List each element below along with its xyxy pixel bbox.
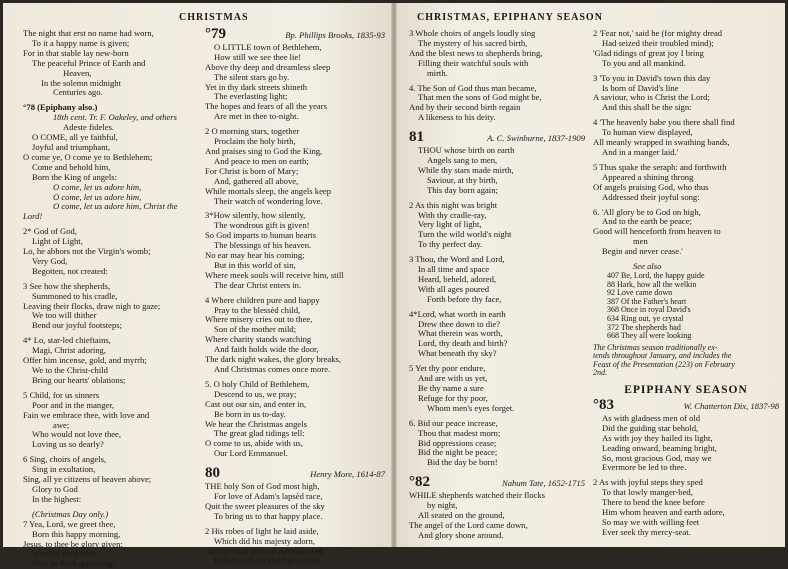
hymn-line: 'Glad tidings of great joy I bring [593,47,704,58]
hymn-line: Forth before thy face, [427,293,502,304]
hymn-line: 2 His robes of light he laid aside, [205,525,319,536]
hymn-line: 4*Lord, what worth in earth [409,308,506,319]
hymn-line: men [633,236,648,247]
hymn-line: And faith holds wide the door, [214,344,319,355]
hymn-line: O come, let us adore him, [53,181,142,192]
hymn-line: 3 Whole choirs of angels loudly sing [409,28,536,38]
hymn-heading [593,396,779,413]
hymn-line: Bid the day be born! [427,457,498,468]
hymn-line: Turn the wild world's night [418,229,512,240]
hymn-line: Which did his majesty adorn, [214,535,315,546]
hymn-line: Very God, [32,255,68,266]
hymn-line: O COME, all ye faithful, [32,132,118,143]
hymn-line: awe; [53,419,70,430]
hymn-line: With all ages poured [418,283,490,294]
hymn-line: Drew thee down to die? [418,318,501,329]
hymn-line: Light of Light, [32,236,83,247]
hymn-line: The dear Christ enters in. [214,279,302,290]
hymn-line: In the highest: [32,493,82,504]
hymn-number: °82 [409,474,430,491]
hymn-line: O come, let us adore him, [53,191,142,202]
hymn-author: W. Chatterton Dix, 1837-98 [683,400,779,411]
hymn-line: To bring us to that happy place. [214,510,323,521]
stanza-gap [205,459,385,468]
hymn-line: And in a manger laid.' [602,146,679,157]
hymn-line: Centuries ago. [53,87,103,98]
hymn-author: Nahum Tate, 1652-1715 [502,478,585,489]
hymn-line: Fain we embrace thee, with love and [23,409,150,420]
stanza-gap [409,123,585,132]
hymn-line: Born the King of angels: [32,171,117,182]
hymn-line: Quit the sweet pleasures of the sky [205,500,325,511]
epiphany-season-title: EPIPHANY SEASON [624,384,748,397]
hymn-line: A saviour, who is Christ the Lord; [593,92,710,103]
hymn-line: We too will thither [32,310,97,321]
hymn-line: °78 (Epiphany also.) [23,102,98,113]
hymn-line: Refuge for thy poor, [418,392,488,403]
hymn-line: Whom men's eyes forget. [427,402,515,413]
hymn-line: WHILE shepherds watched their flocks [409,490,546,501]
hymn-line: And the blest news to shepherds bring, [409,47,543,58]
hymn-line: To human view displayed, [602,127,693,138]
hymn-number: 80 [205,465,220,482]
hymn-line: 5 Yet thy poor endure, [409,363,486,374]
hymn-line: Above thy deep and dreamless sleep [205,61,331,72]
hymn-line: 3*How silently, how silently, [205,210,306,221]
hymn-line: And to the earth be peace; [602,216,692,227]
hymn-line: Adeste fideles. [63,122,115,133]
hymn-line: 4* Lo, star-led chieftains, [23,335,111,346]
hymn-line: In all time and space [418,264,490,275]
hymn-line: 3 See how the shepherds, [23,280,111,291]
hymn-line: As with gladness men of old [602,412,701,423]
hymn-line: Heaven, [63,67,92,78]
hymn-line: THE holy Son of God most high, [205,481,320,492]
hymn-line: Lord, thy death and birth? [418,338,508,349]
hymn-line: The silent stars go by. [214,71,290,82]
hymn-line: How still we see thee lie! [214,51,302,62]
hymn-line: Ever seek thy mercy-seat. [602,526,691,537]
hymn-line: 6. Bid our peace increase, [409,417,498,428]
hymn-line: The wondrous gift is given! [214,220,310,231]
hymn-number: °79 [205,26,226,42]
hymn-line: Evermore be led to thee. [602,462,687,473]
hymn-line: Sing, all ye citizens of heaven above; [23,474,152,485]
hymn-heading [205,465,385,482]
season-note-line: Feast of the Presentation (223) on February [593,359,735,369]
hymn-line: 6 Sing, choirs of angels, [23,454,107,465]
hymn-line: Bring our hearts' oblations; [32,374,126,385]
hymn-line: Word of the Father [32,548,97,559]
hymn-line: 2 As with joyful steps they sped [593,477,703,488]
hymn-line: Leading onward, beaming bright, [602,442,717,453]
hymn-line: For love of Adam's lapsèd race, [214,490,323,501]
hymn-line: Son of the mother mild; [214,324,297,335]
hymn-line: Leaving their flocks, draw nigh to gaze; [23,300,161,311]
hymn-line: Be born in us to-day. [214,408,286,419]
stanza-gap [409,468,585,477]
hymn-line: The angel of the Lord came down, [409,519,528,530]
hymn-line: The hopes and fears of all the years [205,101,327,112]
hymn-line: Proclaim the holy birth, [214,136,296,147]
hymn-line: 4 'The heavenly babe you there shall find [593,117,735,128]
hymn-line: To that lowly manger-bed, [602,487,693,498]
hymn-line: Who would not love thee, [32,429,122,440]
hymn-line: Begin and never cease.' [602,246,683,257]
hymnal-spread [3,3,785,569]
hymn-line: Saviour, at thy birth, [427,174,498,185]
season-note-line: tends throughout January, and includes the [593,351,732,361]
hymn-line: Cast out our sin, and enter in, [205,398,307,409]
see-also-item: 634 Ring out, ye crystal [607,313,684,323]
hymn-line: The mystery of his sacred birth, [418,37,528,48]
hymn-line: The night that erst no name had worn, [23,28,154,38]
hymn-line: For Christ is born of Mary; [205,165,299,176]
hymn-line: That men the sons of God might be, [418,92,542,103]
hymn-line: 2 O morning stars, together [205,126,300,137]
hymn-line: While thy stars made mirth, [418,164,514,175]
hymn-line: In the solemn midnight [41,77,121,88]
hymn-line: And glory shone around. [418,529,504,540]
hymn-line: Bend our joyful footsteps; [32,320,122,331]
season-note-line: 2nd. [593,368,607,378]
hymn-line: Now in flesh appearing; [32,558,115,569]
hymn-line: Thou that madest morn; [418,427,501,438]
hymn-line: Joyful and triumphant, [32,141,111,152]
see-also-item: 88 Hark, how all the welkin [607,279,697,289]
right-column-1 [409,29,585,541]
hymn-line: Yet in thy dark streets shineth [205,81,308,92]
hymn-line: So God imparts to human hearts [205,230,316,241]
see-also-item: 387 Of the Father's heart [607,296,687,306]
right-page [397,3,785,547]
right-running-header: CHRISTMAS, EPIPHANY SEASON [417,12,603,23]
hymn-line: 2 'Fear not,' said he (for mighty dread [593,28,723,38]
hymn-line: Their watch of wondering love. [214,195,323,206]
hymn-line: 2 As this night was bright [409,199,498,210]
hymn-line: Of angels praising God, who thus [593,181,709,192]
hymn-line: The peaceful Prince of Earth and [32,57,146,68]
hymn-line: See also [633,261,662,272]
hymn-line: Be thy name a sure [418,383,484,393]
hymn-line: Addressed their joyful song: [602,191,700,202]
see-also-item: 92 Love came down [607,288,673,298]
hymn-line: mirth. [427,67,448,78]
hymn-line: The everlasting light; [214,91,288,102]
hymn-line: 3 'To you in David's town this day [593,72,711,83]
hymn-line: Good will henceforth from heaven to [593,226,721,237]
hymn-line: While mortals sleep, the angels keep [205,185,331,196]
hymn-line: 6. 'All glory be to God on high, [593,206,701,217]
hymn-line: And, gathered all above, [214,175,299,186]
hymn-line: Very light of light, [418,219,482,230]
hymn-line: And the frail state of mortals tried, [205,545,325,556]
hymn-line: (Christmas Day only.) [32,508,109,519]
hymn-line: Bid oppressions cease; [418,437,497,448]
hymn-line: Come and behold him, [32,161,111,172]
hymn-heading [409,474,585,491]
hymn-line: What therein was worth, [418,328,503,339]
hymn-line: For in that stable lay new-born [23,47,129,58]
hymn-line: Where misery cries out to thee, [205,314,313,325]
hymn-line: The blessings of his heaven. [214,240,312,251]
hymn-line: by night, [427,500,458,511]
hymn-line: 5 Child, for us sinners [23,389,100,400]
hymn-line: Descend to us, we pray; [214,388,297,399]
hymn-line: Begotten, not created: [32,265,108,276]
hymn-line: In human flesh and figure born. [214,555,323,566]
hymn-heading [409,129,585,146]
hymn-line: Had seized their troubled mind); [602,37,714,48]
hymn-line: We to the Christ-child [32,365,108,375]
season-note-line: The Christmas season traditionally ex- [593,342,718,352]
hymn-line: As with joy they hailed its light, [602,432,713,443]
hymn-line: To thy perfect day. [418,239,483,250]
hymn-line: No ear may hear his coming; [205,250,305,261]
hymn-line: Appeared a shining throng [602,171,694,182]
hymn-line: 3 Thou, the Word and Lord, [409,254,505,265]
hymn-line: Loving us so dearly? [32,439,104,450]
hymn-line: To you and all mankind. [602,57,686,68]
hymn-line: Where meek souls will receive him, still [205,269,344,280]
hymn-line: Lo, he abhors not the Virgin's womb; [23,246,151,257]
hymn-line: O come to us, abide with us, [205,438,303,449]
hymn-line: Him whom heaven and earth adore, [602,507,725,518]
hymn-line: 18th cent. Tr. F. Oakeley, and others [53,112,177,123]
left-page [3,3,391,569]
hymn-line: We hear the Christmas angels [205,418,307,429]
hymn-line: And by their second birth regain [409,102,521,113]
hymn-line: Is born of David's line [602,82,679,93]
hymn-line: 2* God of God, [23,226,77,237]
hymn-line: There to bend the knee before [602,497,705,508]
hymn-line: Offer him incense, gold, and myrrh; [23,355,147,366]
hymn-line: Our Lord Emmanuel. [214,448,288,459]
hymn-line: Summoned to his cradle, [32,290,118,301]
hymn-line: The great glad tidings tell: [214,428,305,439]
hymn-line: Did the guiding star behold, [602,422,699,433]
hymn-line: And Christmas comes once more. [214,364,331,374]
hymn-line: Pray to the blessèd child, [214,304,301,315]
hymn-line: Angels sang to men, [427,154,498,165]
hymn-number: °83 [593,396,614,413]
hymn-number: 81 [409,129,424,146]
hymn-line: Heard, beheld, adored, [418,273,497,284]
hymn-line: All seated on the ground, [418,509,505,520]
hymn-line: All meanly wrapped in swathing bands, [593,137,730,148]
hymn-line: 4 Where children pure and happy [205,294,320,305]
hymn-line: And peace to men on earth; [214,155,309,166]
hymn-line: And this shall be the sign: [602,102,692,113]
see-also-item: 407 Be, Lord, the happy guide [607,270,705,280]
hymn-line: To it a happy name is given; [32,37,130,48]
hymn-line: Jesus, to thee be glory given; [23,538,123,549]
hymn-line: 5 Thus spake the seraph: and forthwith [593,161,727,172]
hymn-line: Poor and in the manger, [32,399,114,410]
hymn-line: Where charity stands watching [205,334,312,345]
hymn-line: O come ye, O come ye to Bethlehem; [23,151,153,162]
hymn-line: O LITTLE town of Bethlehem, [214,41,322,52]
hymn-line: THOU whose birth on earth [418,145,515,156]
hymn-line: 7 Yea, Lord, we greet thee, [23,518,116,529]
hymn-line: Magi, Christ adoring, [32,345,106,356]
hymn-line: 5. O holy Child of Bethlehem, [205,378,310,389]
hymn-line: With thy cradle-ray, [418,209,487,220]
hymn-line: And are with us yet, [418,373,488,384]
see-also-item: 668 They all were looking [607,331,692,341]
hymn-line: What beneath thy sky? [418,348,497,359]
hymn-line: Born this happy morning, [32,528,121,539]
hymn-line: Bid the night be peace; [418,447,498,458]
hymn-line: 4. The Son of God thus man became, [409,82,537,93]
hymn-line: But in this world of sin, [214,259,296,270]
hymn-line: Filling their watchful souls with [418,57,529,68]
hymn-author: Henry More, 1614-87 [310,469,385,480]
hymn-line: Lord! [23,211,43,222]
hymn-author: A. C. Swinburne, 1837-1909 [487,133,585,144]
hymn-line: So may we with willing feet [602,516,700,527]
left-running-header: CHRISTMAS [179,12,249,23]
see-also-item: 372 The shepherds had [607,322,681,332]
left-column-2 [205,26,385,566]
hymn-line: And praises sing to God the King, [205,145,323,156]
hymn-line: Are met in thee to-night. [214,111,299,122]
hymn-line: O come, let us adore him, Christ the [53,201,178,212]
right-column-2 [593,29,779,538]
hymn-heading [205,26,385,42]
hymn-line: So, most gracious God, may we [602,452,712,463]
hymn-author: Bp. Phillips Brooks, 1835-93 [285,30,385,40]
left-column-1 [23,29,197,569]
hymn-line: The dark night wakes, the glory breaks, [205,354,342,365]
hymn-line: A likeness to his deity. [418,112,496,123]
see-also-item: 368 Once in royal David's [607,305,691,315]
hymn-line: Glory to God [32,483,78,494]
hymn-line: Sing in exultation, [32,464,96,475]
hymn-line: This day born again; [427,184,498,195]
